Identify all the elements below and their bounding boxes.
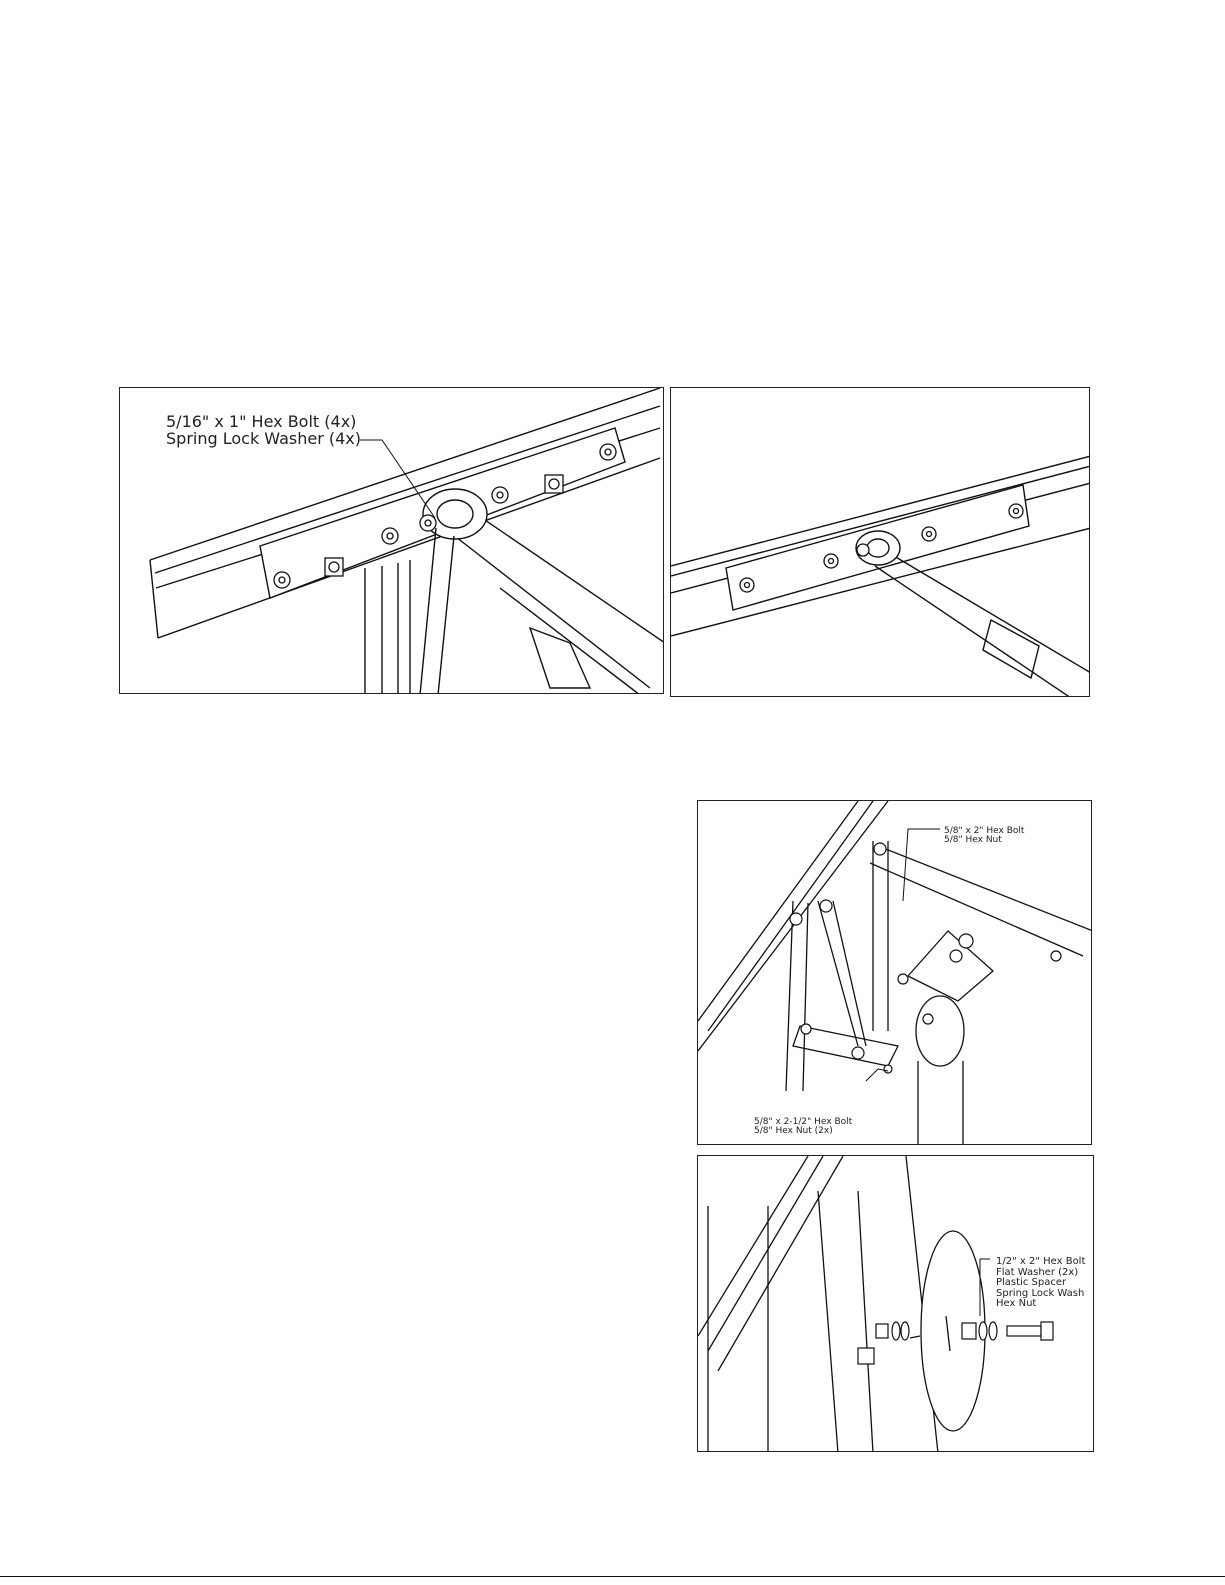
callout-label: Spring Lock Wash [996,1287,1085,1299]
figure-2-drawing [671,388,1090,697]
figure-1-callout [166,414,361,448]
figure-3-callout-top [944,827,1024,846]
figure-4-callout [996,1257,1085,1310]
page-bottom-rule [0,1576,1225,1577]
callout-label: Hex Nut [996,1298,1037,1309]
callout-label: 5/8" x 2" Hex Bolt [944,826,1025,836]
figure-1-bracket-bolts [119,387,664,694]
callout-label: 5/16" x 1" Hex Bolt (4x) [166,412,357,431]
figure-4-plate-hardware [697,1155,1094,1452]
callout-label: 5/8" x 2-1/2" Hex Bolt [754,1117,853,1127]
callout-label: Flat Washer (2x) [996,1266,1079,1278]
callout-label: 1/2" x 2" Hex Bolt [996,1256,1086,1267]
figure-3-drawing [698,801,1092,1145]
callout-label: 5/8" Hex Nut [944,835,1002,846]
figure-2-assembled-crossbar [670,387,1090,697]
callout-label: 5/8" Hex Nut (2x) [754,1126,833,1137]
callout-label: Spring Lock Washer (4x) [166,428,362,448]
callout-label: Plastic Spacer [996,1277,1067,1288]
figure-3-linkage-bolts [697,800,1092,1145]
figure-3-callout-bottom [754,1118,852,1137]
